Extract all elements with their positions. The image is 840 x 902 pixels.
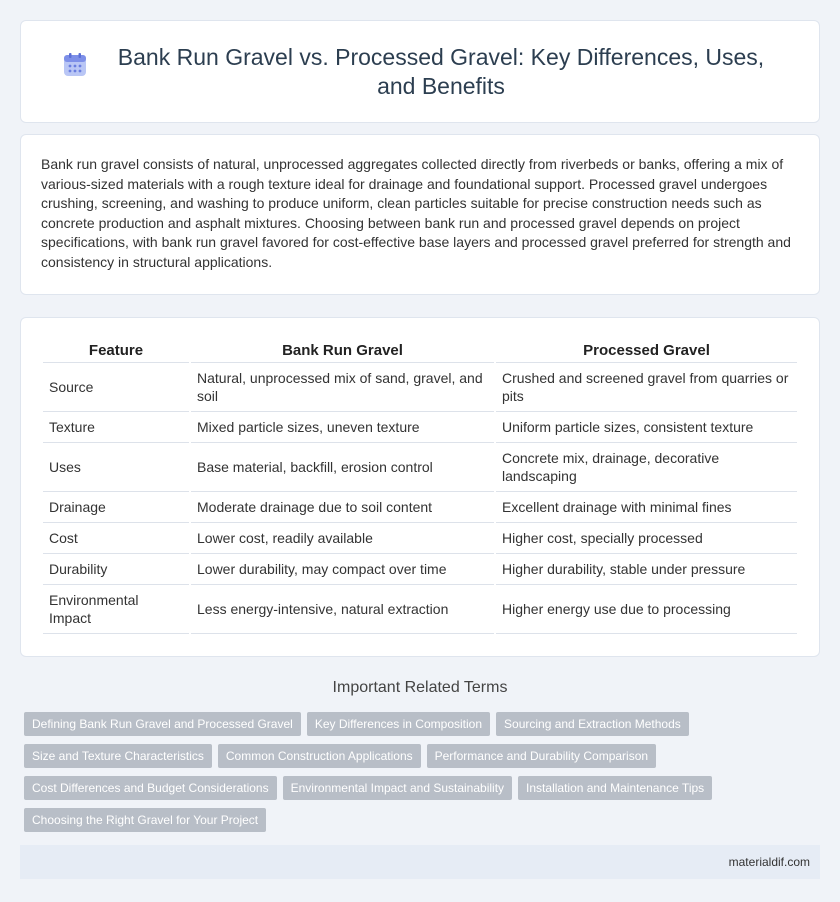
table-cell: Natural, unprocessed mix of sand, gravel, and soil — [191, 363, 494, 412]
header-bank-run: Bank Run Gravel — [191, 339, 494, 363]
intro-paragraph: Bank run gravel consists of natural, unprocessed aggregates collected directly from riverbeds or banks, offering a mix of various-sized materials with a rough texture ideal for drainage and foundational support. Processed gravel undergoes crushing, screening, and washing to produce uniform, clean particles suitable for precise construction needs such as concrete production and asphalt mixtures. Choosing between bank run and processed gravel depends on project specifications, with bank run gravel favored for cost-effective base layers and processed gravel preferred for strength and consistency in structural applications. — [41, 156, 791, 270]
table-header-row — [43, 339, 797, 363]
table-row — [43, 523, 797, 554]
table-cell: Less energy-intensive, natural extraction — [191, 585, 494, 634]
related-term-tag[interactable]: Key Differences in Composition — [307, 712, 490, 736]
footer — [20, 845, 820, 879]
table-cell: Base material, backfill, erosion control — [191, 443, 494, 492]
related-term-tag[interactable]: Common Construction Applications — [218, 744, 421, 768]
calendar-icon — [61, 51, 89, 79]
table-cell: Moderate drainage due to soil content — [191, 492, 494, 523]
table-cell: Drainage — [43, 492, 189, 523]
table-row — [43, 585, 797, 634]
table-cell: Higher energy use due to processing — [496, 585, 797, 634]
related-term-tag[interactable]: Size and Texture Characteristics — [24, 744, 212, 768]
footer-site[interactable]: materialdif.com — [728, 855, 810, 869]
table-cell: Mixed particle sizes, uneven texture — [191, 412, 494, 443]
table-cell: Uses — [43, 443, 189, 492]
related-term-tag[interactable]: Cost Differences and Budget Considerations — [24, 776, 277, 800]
table-cell: Concrete mix, drainage, decorative landscaping — [496, 443, 797, 492]
table-row — [43, 363, 797, 412]
related-term-tag[interactable]: Performance and Durability Comparison — [427, 744, 656, 768]
related-term-tag[interactable]: Environmental Impact and Sustainability — [283, 776, 512, 800]
related-terms-section — [20, 679, 820, 832]
table-row — [43, 492, 797, 523]
related-term-tag[interactable]: Choosing the Right Gravel for Your Project — [24, 808, 266, 832]
intro-card — [20, 134, 820, 295]
table-cell: Source — [43, 363, 189, 412]
table-row — [43, 412, 797, 443]
table-cell: Lower cost, readily available — [191, 523, 494, 554]
table-row — [43, 443, 797, 492]
table-cell: Uniform particle sizes, consistent texture — [496, 412, 797, 443]
related-terms-title: Important Related Terms — [332, 679, 508, 696]
related-term-tag[interactable]: Installation and Maintenance Tips — [518, 776, 712, 800]
page-title: Bank Run Gravel vs. Processed Gravel: Key Differences, Uses, and Benefits — [117, 43, 765, 99]
related-terms-list — [20, 712, 820, 832]
header-processed: Processed Gravel — [496, 339, 797, 363]
related-term-tag[interactable]: Defining Bank Run Gravel and Processed Gravel — [24, 712, 301, 736]
table-cell: Cost — [43, 523, 189, 554]
comparison-table — [41, 339, 799, 634]
header-feature: Feature — [43, 339, 189, 363]
table-cell: Durability — [43, 554, 189, 585]
table-cell: Higher durability, stable under pressure — [496, 554, 797, 585]
table-cell: Texture — [43, 412, 189, 443]
table-cell: Crushed and screened gravel from quarries or pits — [496, 363, 797, 412]
comparison-table-card — [20, 317, 820, 657]
table-cell: Excellent drainage with minimal fines — [496, 492, 797, 523]
related-term-tag[interactable]: Sourcing and Extraction Methods — [496, 712, 689, 736]
table-cell: Higher cost, specially processed — [496, 523, 797, 554]
table-cell: Environmental Impact — [43, 585, 189, 634]
title-card — [20, 20, 820, 123]
table-cell: Lower durability, may compact over time — [191, 554, 494, 585]
table-row — [43, 554, 797, 585]
